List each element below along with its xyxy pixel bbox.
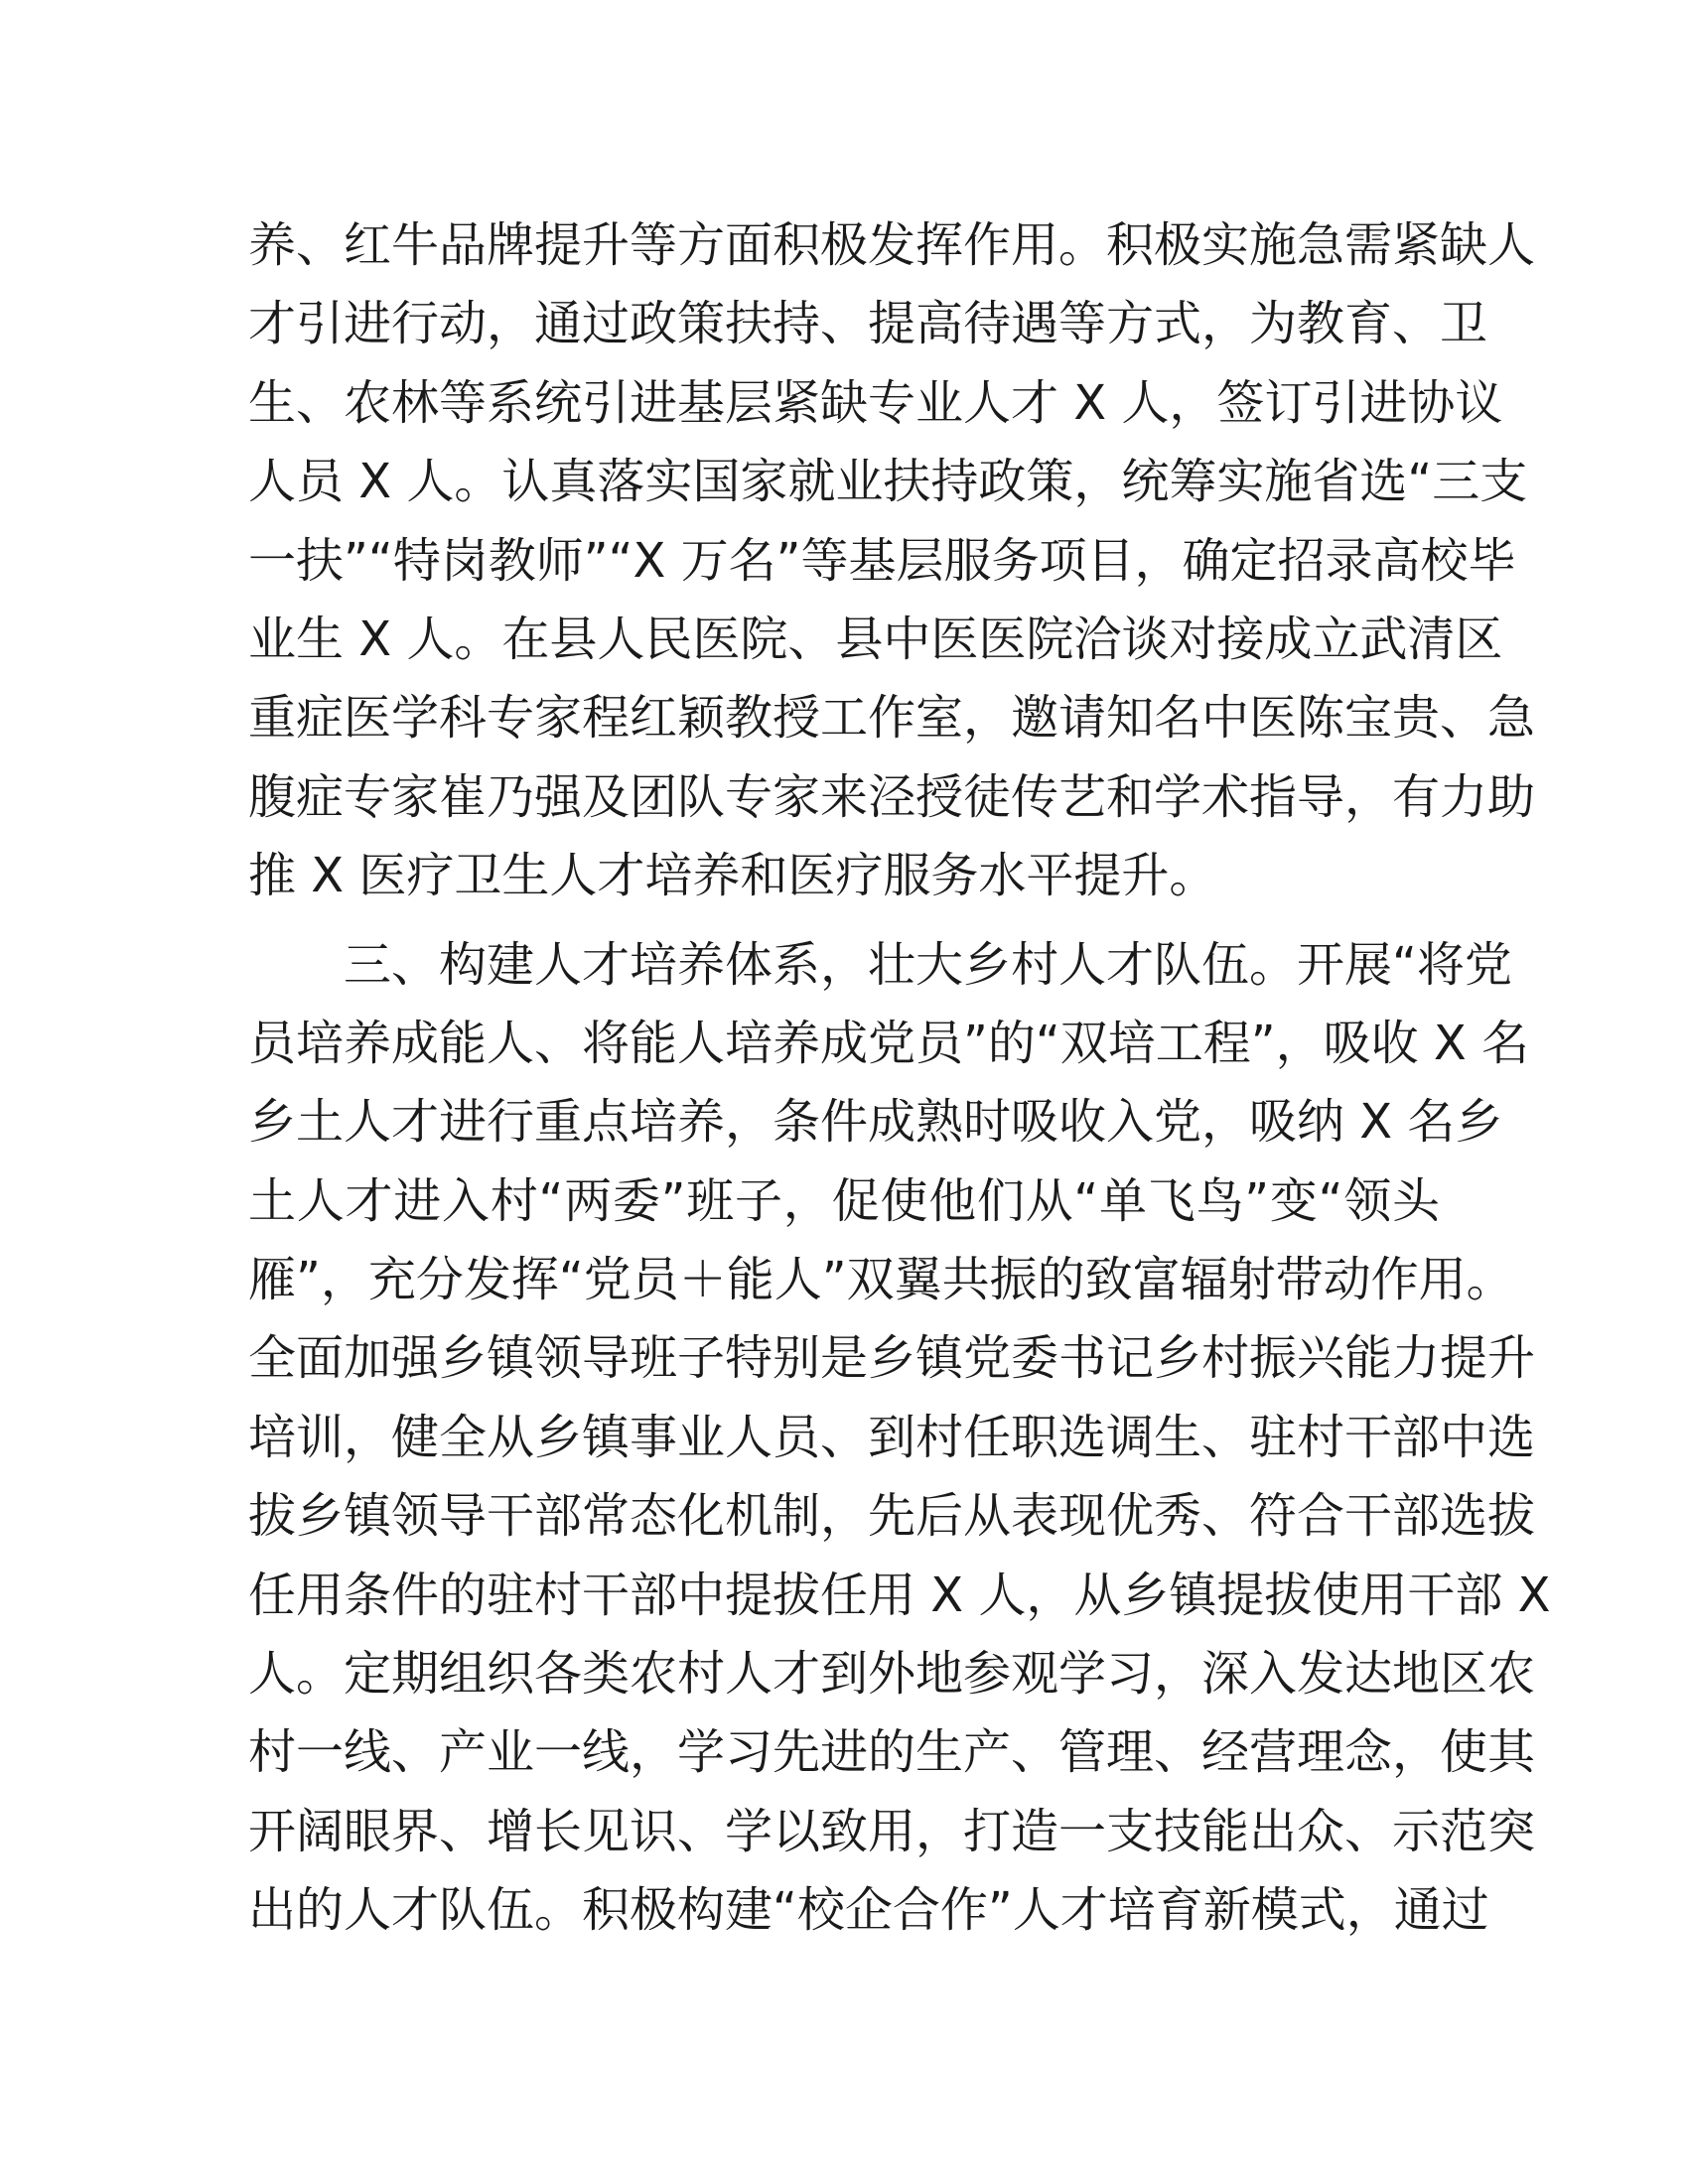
text-line: 重症医学科专家程红颖教授工作室，邀请知名中医陈宝贵、急: [248, 690, 1536, 747]
text-line: 拔乡镇领导干部常态化机制，先后从表现优秀、符合干部选拔: [248, 1488, 1536, 1545]
text-line: 土人才进入村“两委”班子，促使他们从“单飞鸟”变“领头: [248, 1172, 1440, 1229]
text-line: 人。定期组织各类农村人才到外地参观学习，深入发达地区农: [248, 1646, 1536, 1703]
text-line: 任用条件的驻村干部中提拔任用 X 人，从乡镇提拔使用干部 X: [248, 1567, 1551, 1623]
text-line: 乡土人才进行重点培养，条件成熟时吸收入党，吸纳 X 名乡: [248, 1094, 1503, 1151]
text-line: 培训，健全从乡镇事业人员、到村任职选调生、驻村干部中选: [248, 1409, 1536, 1465]
text-line: 人员 X 人。认真落实国家就业扶持政策，统筹实施省选“三支: [248, 454, 1528, 510]
text-line: 才引进行动，通过政策扶持、提高待遇等方式，为教育、卫: [248, 296, 1488, 352]
document-page: [248, 206, 1551, 1951]
section-heading-line: 三、构建人才培养体系，壮大乡村人才队伍。开展“将党: [344, 936, 1512, 993]
text-line: 生、农林等系统引进基层紧缺专业人才 X 人，签订引进协议: [248, 374, 1503, 431]
text-line: 业生 X 人。在县人民医院、县中医医院洽谈对接成立武清区: [248, 611, 1503, 667]
text-line: 开阔眼界、增长见识、学以致用，打造一支技能出众、示范突: [248, 1803, 1536, 1859]
text-line: 一扶”“特岗教师”“X 万名”等基层服务项目，确定招录高校毕: [248, 532, 1516, 589]
text-line: 雁”，充分发挥“党员＋能人”双翼共振的致富辐射带动作用。: [248, 1252, 1514, 1308]
text-line: 员培养成能人、将能人培养成党员”的“双培工程”，吸收 X 名: [248, 1015, 1530, 1071]
paragraph-1: [248, 206, 1536, 916]
text-line: 推 X 医疗卫生人才培养和医疗服务水平提升。: [248, 848, 1217, 904]
text-line: 村一线、产业一线，学习先进的生产、管理、经营理念，使其: [248, 1724, 1536, 1781]
text-line: 腹症专家崔乃强及团队专家来泾授徒传艺和学术指导，有力助: [248, 768, 1536, 825]
paragraph-2: [248, 926, 1551, 1951]
text-line: 出的人才队伍。积极构建“校企合作”人才培育新模式，通过: [248, 1882, 1489, 1939]
paragraph-gap: [248, 916, 1440, 926]
text-line: 全面加强乡镇领导班子特别是乡镇党委书记乡村振兴能力提升: [248, 1330, 1536, 1387]
text-line: 养、红牛品牌提升等方面积极发挥作用。积极实施急需紧缺人: [248, 217, 1536, 273]
